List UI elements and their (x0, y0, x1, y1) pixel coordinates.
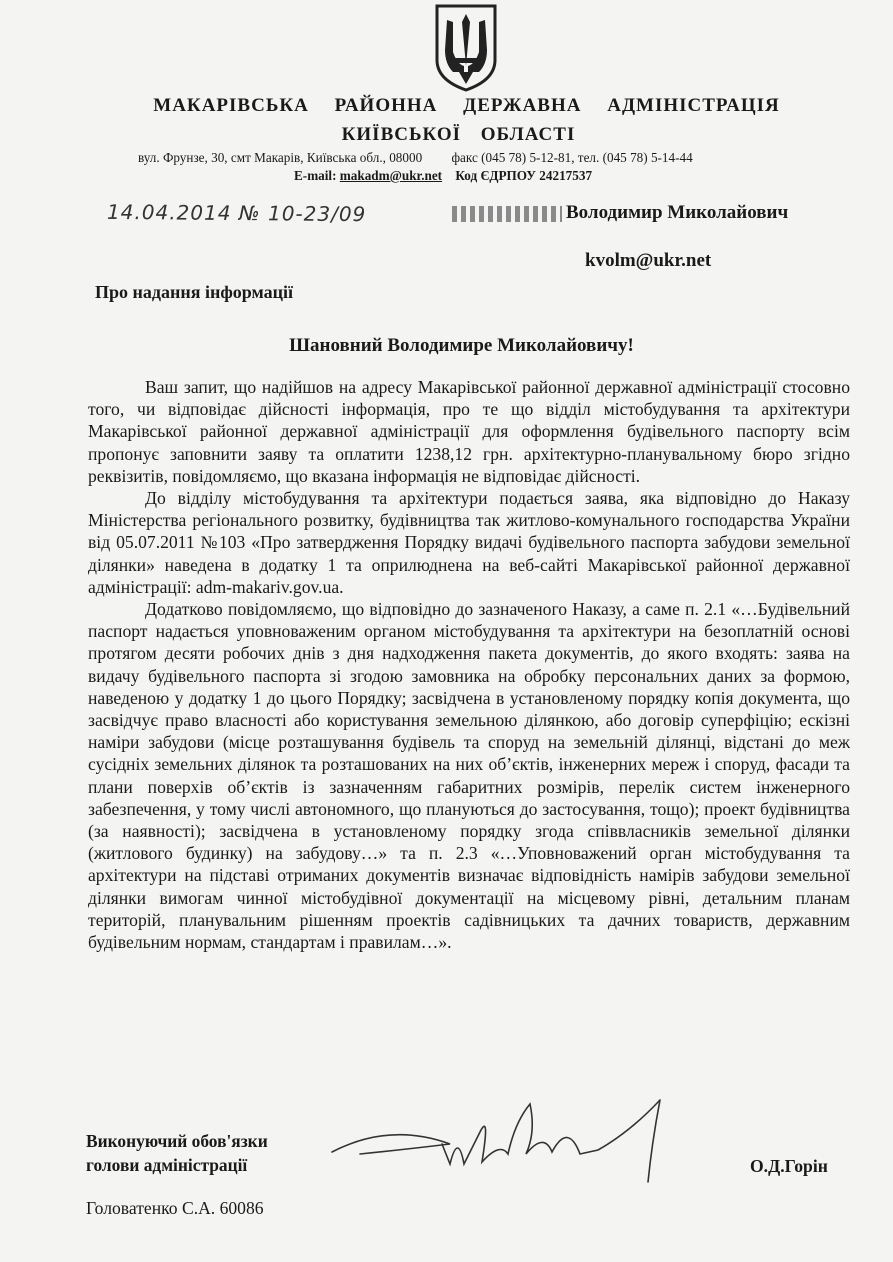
signer-name: О.Д.Горін (750, 1156, 828, 1176)
recipient-name: Володимир Миколайович (566, 202, 789, 223)
body-paragraph: Додатково повідомляємо, що відповідно до зазначеного Наказу, а саме п. 2.1 «…Будівельний паспорт надається уповноваженим органом містобудування та архітектури на безоплатній основі протягом десяти робочих днів з дня надходження пакета документів, до якого входять: заява на видачу будівельного паспорта зі згодою замовника на обробку персональних даних за формою, наведеною у додатку 1 до цього Порядку; засвідчена в установленому порядку копія документа, що засвідчує право власності або користування земельною ділянкою, або договір суперфіцію; ескізні наміри забудови (місце розташування будівель та споруд на земельній ділянці, відстані до меж сусідніх земельних ділянок та розташованих на них об’єктів, інженерних мереж і споруд, фасади та плани поверхів об’єктів із зазначенням габаритних розмірів, перелік систем інженерного забезпечення, у тому числі автономного, що плануються до застосування, тощо); проект будівництва (за наявності); засвідчена в установленому порядку згода співвласників земельної ділянки (житлового будинку) на забудову…» та п. 2.3 «…Уповноважений орган містобудування та архітектури на підставі отриманих документів визначає відповідність намірів забудови земельної ділянки вимогам чинної містобудівної документації на місцевому рівні, детальним планам територій, планувальним рішенням проектів садівницьких та дачних товариств, державним будівельним нормам, стандартам і правилам…». (88, 599, 850, 953)
phone-fax: факс (045 78) 5-12-81, тел. (045 78) 5-14-44 (451, 150, 693, 165)
handwritten-registration-number: 14.04.2014 № 10-23/09 (106, 199, 367, 227)
signatory-title (86, 1129, 268, 1177)
signatory-title-line2: голови адміністрації (86, 1155, 248, 1175)
redacted-surname (452, 206, 562, 222)
postal-address: вул. Фрунзе, 30, смт Макарів, Київська обл., 08000 (138, 150, 423, 165)
handwritten-signature (330, 1092, 710, 1192)
letter-body (88, 376, 850, 953)
org-email-link[interactable]: makadm@ukr.net (339, 168, 443, 183)
executor-info: Головатенко С.А. 60086 (86, 1198, 264, 1218)
org-name-line2: КИЇВСЬКОЇ ОБЛАСТІ (341, 124, 576, 145)
email-code-line (294, 168, 592, 184)
address-line (138, 150, 858, 166)
trident-emblem-icon (431, 2, 501, 92)
signatory-title-line1: Виконуючий обов'язки (86, 1131, 268, 1151)
letter-subject: Про надання інформації (95, 282, 294, 302)
recipient-email: kvolm@ukr.net (585, 250, 712, 271)
edrpou-code: Код ЄДРПОУ 24217537 (455, 168, 593, 183)
email-label: E-mail: (294, 168, 337, 183)
greeting: Шановний Володимире Миколайовичу! (289, 335, 634, 356)
org-name-line1: МАКАРІВСЬКА РАЙОННА ДЕРЖАВНА АДМІНІСТРАЦІЯ (153, 95, 780, 116)
body-paragraph: До відділу містобудування та архітектури подається заява, яка відповідно до Наказу Міністерства регіонального розвитку, будівництва так житлово-комунального господарства України від 05.07.2011 №103 «Про затвердження Порядку видачі будівельного паспорта забудови земельної ділянки» наведена в додатку 1 та оприлюднена на веб-сайті Макарівської районної державної адміністрації: adm-makariv.gov.ua. (88, 488, 850, 597)
body-paragraph: Ваш запит, що надійшов на адресу Макарівської районної державної адміністрації стосовно того, чи відповідає дійсності інформація, про те що відділ містобудування та архітектури Макарівської районної державної адміністрації для оформлення будівельного паспорту всім пропонує заповнити заяву та оплатити 1238,12 грн. архітектурно-планувальному бюро згідно реквізитів, повідомляємо, що вказана інформація не відповідає дійсності. (88, 377, 850, 486)
